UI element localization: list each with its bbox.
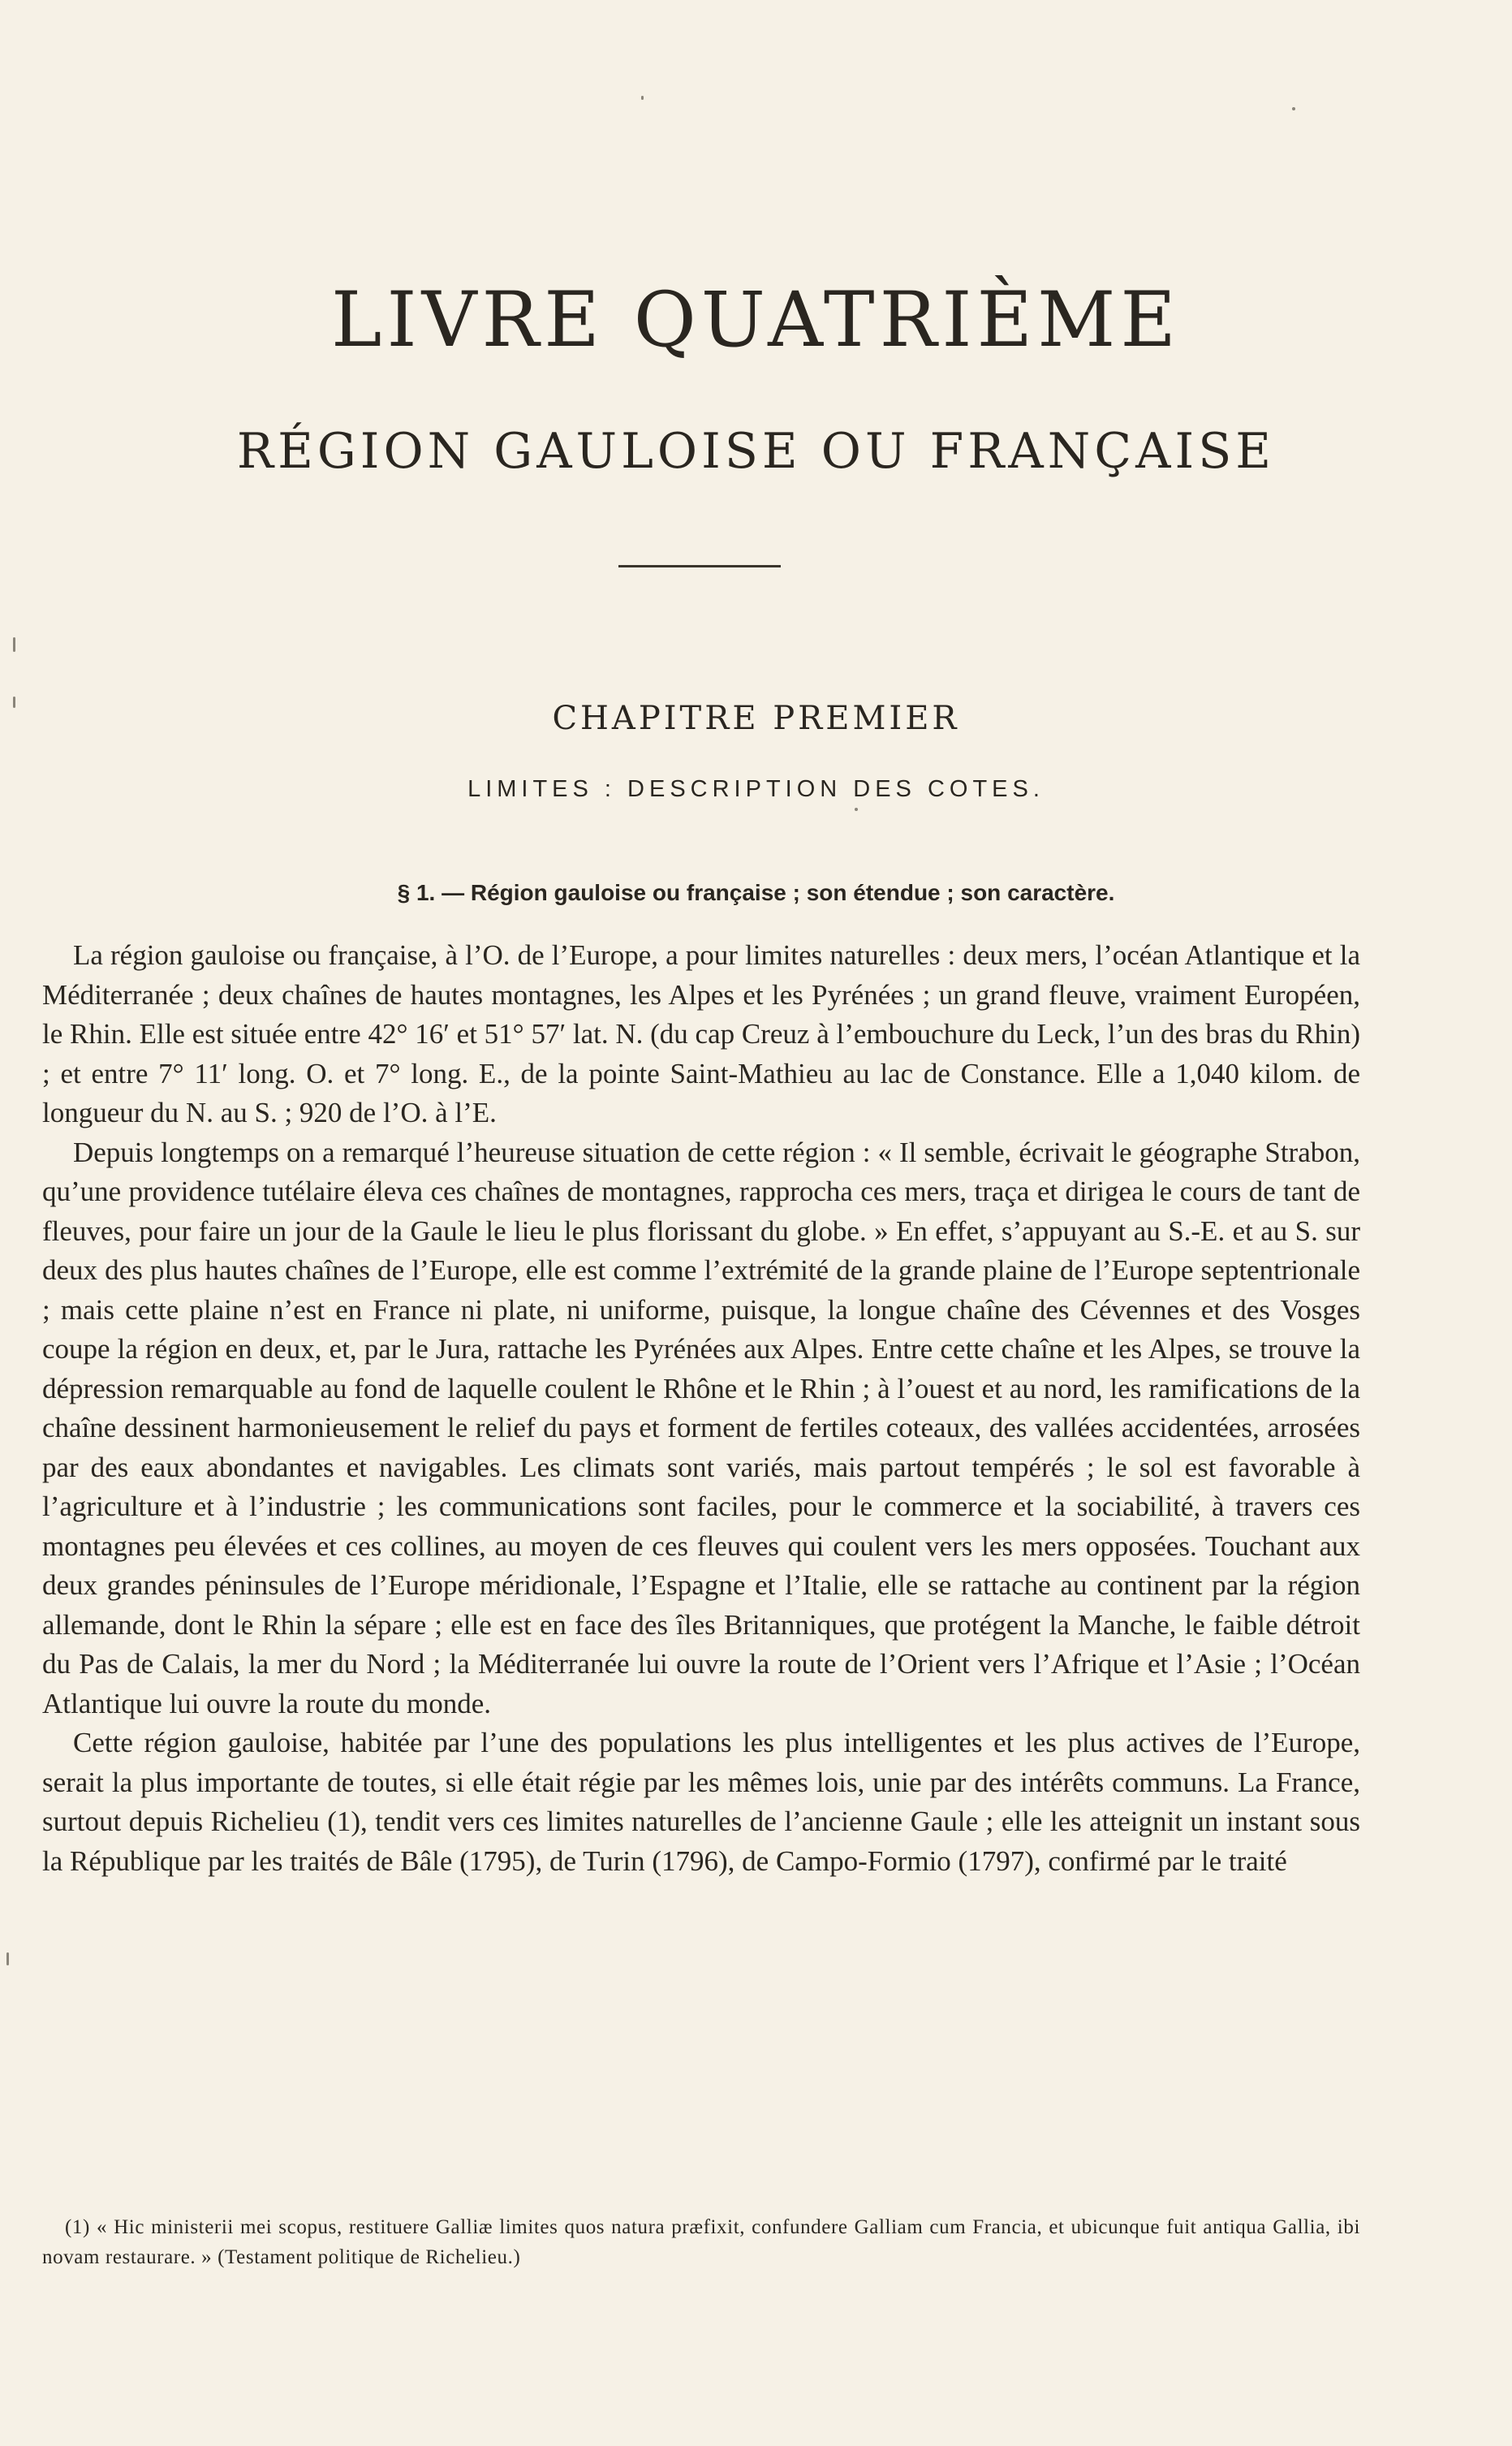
print-speck [13,637,15,652]
print-speck [6,1952,9,1965]
print-speck [855,808,858,811]
chapter-title: CHAPITRE PREMIER [552,700,960,737]
print-speck [641,96,644,100]
footnote: (1) « Hic ministerii mei scopus, restituere Galliæ limites quos natura præfixit, confundere Galliam cum Francia, et ubicunque fuit antiqua Gallia, ibi novam restaurare. » (Testament politique de Richelieu.) [42,2216,1360,2268]
title-divider [618,565,781,567]
paragraph-1: La région gauloise ou française, à l’O. de l’Europe, a pour limites naturelles : deux mers, l’océan Atlantique et la Méditerranée ; deux chaînes de hautes montagnes, les Alpes et les Pyrénées ; un grand fleuve, vraiment Européen, le Rhin. Elle est située entre 42° 16′ et 51° 57′ lat. N. (du cap Creuz à l’embouchure du Leck, l’un des bras du Rhin) ; et entre 7° 11′ long. O. et 7° long. E., de la pointe Saint-Mathieu au lac de Constance. Elle a 1,040 kilom. de longueur du N. au S. ; 920 de l’O. à l’E. [42,939,1360,1128]
book-title: LIVRE QUATRIÈME [331,276,1181,365]
print-speck [13,697,15,708]
chapter-subtitle: LIMITES : DESCRIPTION DES COTES. [467,776,1045,802]
print-speck [1292,107,1295,110]
paragraph-2: Depuis longtemps on a remarqué l’heureuse situation de cette région : « Il semble, écrivait le géographe Strabon, qu’une providence tutélaire éleva ces chaînes de montagnes, rapprocha ces mers, traça et dirigea le cours de tant de fleuves, pour faire un jour de la Gaule le lieu le plus florissant du globe. » En effet, s’appuyant au S.-E. et au S. sur deux des plus hautes chaînes de l’Europe, elle est comme l’extrémité de la grande plaine de l’Europe septentrionale ; mais cette plaine n’est en France ni plate, ni uniforme, puisque, la longue chaîne des Cévennes et des Vosges coupe la région en deux, et, par le Jura, rattache les Pyrénées aux Alpes. Entre cette chaîne et les Alpes, se trouve la dépression remarquable au fond de laquelle coulent le Rhône et le Rhin ; à l’ouest et au nord, les ramifications de la chaîne dessinent harmonieusement le relief du pays et forment de fertiles coteaux, des vallées accidentées, arrosées par des eaux abondantes et navigables. Les climats sont variés, mais partout tempérés ; le sol est favorable à l’agriculture et à l’industrie ; les communications sont faciles, pour le commerce et la sociabilité, à travers ces montagnes peu élevées et ces collines, au moyen de ces fleuves qui coulent vers les mers opposées. Touchant aux deux grandes péninsules de l’Europe méridionale, l’Espagne et l’Italie, elle se rattache au continent par la région allemande, dont le Rhin la sépare ; elle est en face des îles Britanniques, que protégent la Manche, le faible détroit du Pas de Calais, la mer du Nord ; la Méditerranée lui ouvre la route de l’Orient vers l’Afrique et l’Asie ; l’Océan Atlantique lui ouvre la route du monde. [42,1136,1360,1719]
body-text [42,936,1360,1881]
section-heading: § 1. — Région gauloise ou française ; son étendue ; son caractère. [397,880,1115,905]
paragraph-3: Cette région gauloise, habitée par l’une des populations les plus intelligentes et les plus actives de l’Europe, serait la plus importante de toutes, si elle était régie par les mêmes lois, unie par des intérêts communs. La France, surtout depuis Richelieu (1), tendit vers ces limites naturelles de l’ancienne Gaule ; elle les atteignit un instant sous la République par les traités de Bâle (1795), de Turin (1796), de Campo-Formio (1797), confirmé par le traité [42,1727,1360,1877]
book-subtitle: RÉGION GAULOISE OU FRANÇAISE [236,423,1276,480]
